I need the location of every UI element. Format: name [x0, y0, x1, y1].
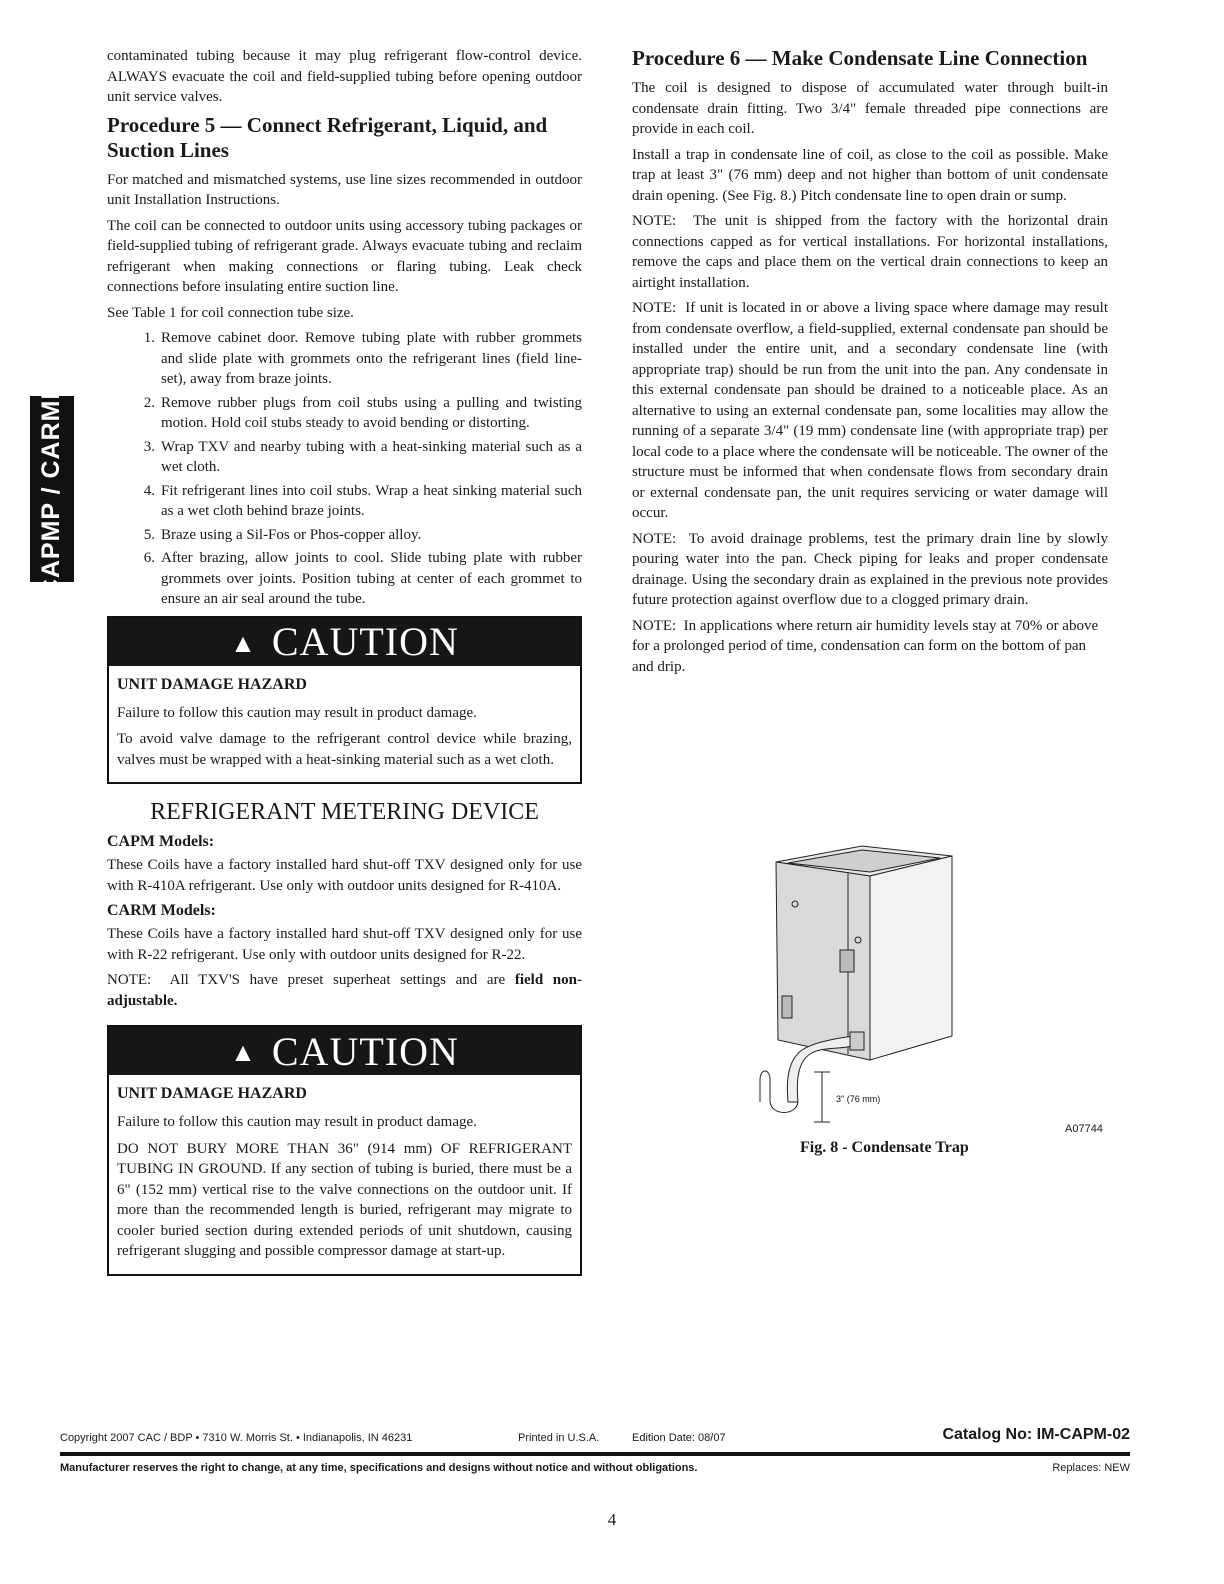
procedure-6-title: Procedure 6 — Make Condensate Line Connection [632, 46, 1088, 70]
disclaimer-text: Manufacturer reserves the right to change, at any time, specifications and designs without notice and without obligations. [60, 1462, 698, 1474]
caution-text: DO NOT BURY MORE THAN 36" (914 mm) OF REFRIGERANT TUBING IN GROUND. If any section of tubing is buried, there must be a 6" (152 mm) vertical rise to the valve connections on the outdoor unit. If more than the recommended length is buried, refrigerant may migrate to cooler buried section during extended periods of unit shutdown, causing refrigerant slugging and possible compressor damage at start-up. [117, 1140, 572, 1259]
note-label: NOTE: [107, 972, 152, 988]
step-number: 1. [143, 330, 155, 346]
caution-body [109, 666, 580, 783]
printed-text: Printed in U.S.A. [518, 1432, 600, 1444]
txv-note [107, 970, 582, 1011]
figure-code: A07744 [1065, 1123, 1103, 1135]
step-number: 5. [143, 526, 155, 543]
step-item [107, 481, 582, 522]
step-number: 2. [143, 394, 155, 411]
note-text: In applications where return air humidity levels stay at 70% or above for a prolonged period of time, condensation can form on the bottom of pan and drip. [632, 617, 1099, 675]
step-text: After brazing, allow joints to cool. Slide tubing plate with rubber grommets over joints. Position tubing at center of each grommet to ensure an air seal around the tube. [161, 550, 582, 607]
caution-header [109, 1027, 580, 1075]
step-number: 3. [143, 438, 155, 455]
intro-paragraph: contaminated tubing because it may plug refrigerant flow-control device. ALWAYS evacuate the coil and field-supplied tubing before opening outdoor unit service valves. [107, 48, 582, 105]
trap-dimension-label: 3" (76 mm) [836, 1094, 881, 1104]
footer-disclaimer [60, 1462, 1130, 1474]
right-column [632, 46, 1108, 682]
procedure-5-title: Procedure 5 — Connect Refrigerant, Liquid, and Suction Lines [107, 112, 548, 162]
note-text: The unit is shipped from the factory with the horizontal drain connections capped as for vertical installations. For horizontal installations, remove the caps and place them on the vertical drain connections to keep an airtight installation. [632, 213, 1108, 291]
note-horizontal [632, 211, 1108, 293]
step-number: 6. [143, 550, 155, 566]
label-plate [782, 996, 792, 1018]
procedure-6-p2: Install a trap in condensate line of coil, as close to the coil as possible. Make trap at least 3" (76 mm) deep and not higher than bottom of unit condensate drain opening. (See Fig. 8.) Pitch condensate line to open drain or sump. [632, 146, 1108, 204]
note-label: NOTE: [632, 530, 677, 547]
side-tab [30, 381, 74, 597]
note-text: All TXV'S have preset superheat settings and are [169, 972, 506, 988]
caution-text: Failure to follow this caution may result in product damage. [117, 1114, 477, 1130]
caution-box-brazing [107, 616, 582, 785]
caution-text: Failure to follow this caution may result in product damage. [117, 704, 477, 721]
condensate-trap-figure [752, 840, 1112, 1160]
step-item [107, 437, 582, 478]
caution-word: CAUTION [271, 1028, 459, 1074]
note-living-space [632, 298, 1108, 524]
figure-caption: Fig. 8 - Condensate Trap [800, 1139, 969, 1156]
replaces-text: Replaces: NEW [1052, 1462, 1130, 1474]
capm-models-label: CAPM Models: [107, 833, 215, 850]
caution-word: CAUTION [271, 619, 459, 664]
step-item [107, 548, 582, 610]
hazard-title: UNIT DAMAGE HAZARD [117, 675, 307, 693]
metering-device-title: REFRIGERANT METERING DEVICE [150, 799, 539, 825]
copyright-text: Copyright 2007 CAC / BDP • 7310 W. Morris St. • Indianapolis, IN 46231 [60, 1432, 413, 1444]
page-number: 4 [607, 1510, 617, 1529]
catalog-number: Catalog No: IM-CAPM-02 [942, 1426, 1130, 1443]
warning-triangle-icon: ▲ [230, 628, 256, 658]
side-tab-label: CAPMP / CARMP [37, 381, 66, 597]
step-text: Remove rubber plugs from coil stubs using a pulling and twisting motion. Hold coil stubs steady to avoid bending or distorting. [161, 394, 582, 431]
carm-models-label: CARM Models: [107, 902, 216, 919]
step-text: Fit refrigerant lines into coil stubs. Wrap a heat sinking material such as a wet cloth behind braze joints. [161, 482, 582, 519]
pipe-fitting [850, 1032, 864, 1050]
step-text: Braze using a Sil-Fos or Phos-copper alloy. [161, 526, 422, 543]
footer-info [60, 1426, 1130, 1444]
caution-header [109, 618, 580, 666]
procedure-5-p3: See Table 1 for coil connection tube size. [107, 304, 354, 321]
edition-date: Edition Date: 08/07 [632, 1432, 726, 1444]
caution-text: To avoid valve damage to the refrigerant control device while brazing, valves must be wrapped with a heat-sinking material such as a wet cloth. [117, 731, 572, 768]
note-label: NOTE: [632, 300, 677, 316]
caution-body [109, 1075, 580, 1274]
step-text: Remove cabinet door. Remove tubing plate with rubber grommets and slide plate with grommets onto the refrigerant lines (field line-set), away from braze joints. [161, 330, 582, 387]
step-item [107, 393, 582, 434]
procedure-5-steps [107, 328, 582, 610]
warning-triangle-icon: ▲ [230, 1038, 256, 1067]
note-label: NOTE: [632, 213, 677, 229]
capm-models-text: These Coils have a factory installed hard shut-off TXV designed only for use with R-410A refrigerant. Use only with outdoor units designed for R-410A. [107, 857, 582, 894]
note-humidity [632, 616, 1108, 678]
step-text: Wrap TXV and nearby tubing with a heat-sinking material such as a wet cloth. [161, 438, 582, 475]
note-label: NOTE: [632, 617, 677, 634]
footer-rule [60, 1452, 1130, 1456]
step-item [107, 328, 582, 390]
caution-box-burial [107, 1025, 582, 1276]
procedure-5-p2: The coil can be connected to outdoor units using accessory tubing packages or field-supplied tubing of refrigerant grade. Always evacuate tubing and reclaim refrigerant when making connections or flaring tubing. Leak check connections before insulating entire suction line. [107, 217, 582, 295]
procedure-6-p1: The coil is designed to dispose of accumulated water through built-in condensate drain fitting. Two 3/4" female threaded pipe connections are provide in each coil. [632, 80, 1108, 137]
carm-models-text: These Coils have a factory installed hard shut-off TXV designed only for use with R-22 refrigerant. Use only with outdoor units designed for R-22. [107, 926, 582, 963]
note-text: To avoid drainage problems, test the primary drain line by slowly pouring water into the pan. Check piping for leaks and proper condensate drainage. Using the secondary drain as explained in the previous note provides future protection against overflow due to a clogged primary drain. [632, 530, 1108, 608]
note-bold-text: field non-adjustable. [107, 972, 582, 1009]
drain-fitting [840, 950, 854, 972]
procedure-5-p1: For matched and mismatched systems, use line sizes recommended in outdoor unit Installation Instructions. [107, 171, 582, 208]
step-number: 4. [143, 482, 155, 499]
cabinet-left-face [776, 862, 870, 1060]
hazard-title: UNIT DAMAGE HAZARD [117, 1085, 307, 1102]
note-text: If unit is located in or above a living space where damage may result from condensate overflow, a field-supplied, external condensate pan should be installed under the entire unit, and a secondary condensate line (with appropriate trap) should be run from the unit into the pan. Any condensate in this external condensate pan should be drained to a noticeable place. As an alternative to using an external condensate pan, some localities may allow the running of a separate 3/4" (19 mm) condensate line (with appropriate trap) per local code to a place where the condensate will be noticeable. The owner of the structure must be informed that when condensate flows from secondary drain or external condensate pan, the unit requires servicing or water damage will occur. [632, 300, 1108, 521]
note-drain-test [632, 529, 1108, 611]
cabinet-right-face [870, 856, 952, 1060]
left-column [107, 46, 582, 1284]
step-item [107, 525, 582, 546]
